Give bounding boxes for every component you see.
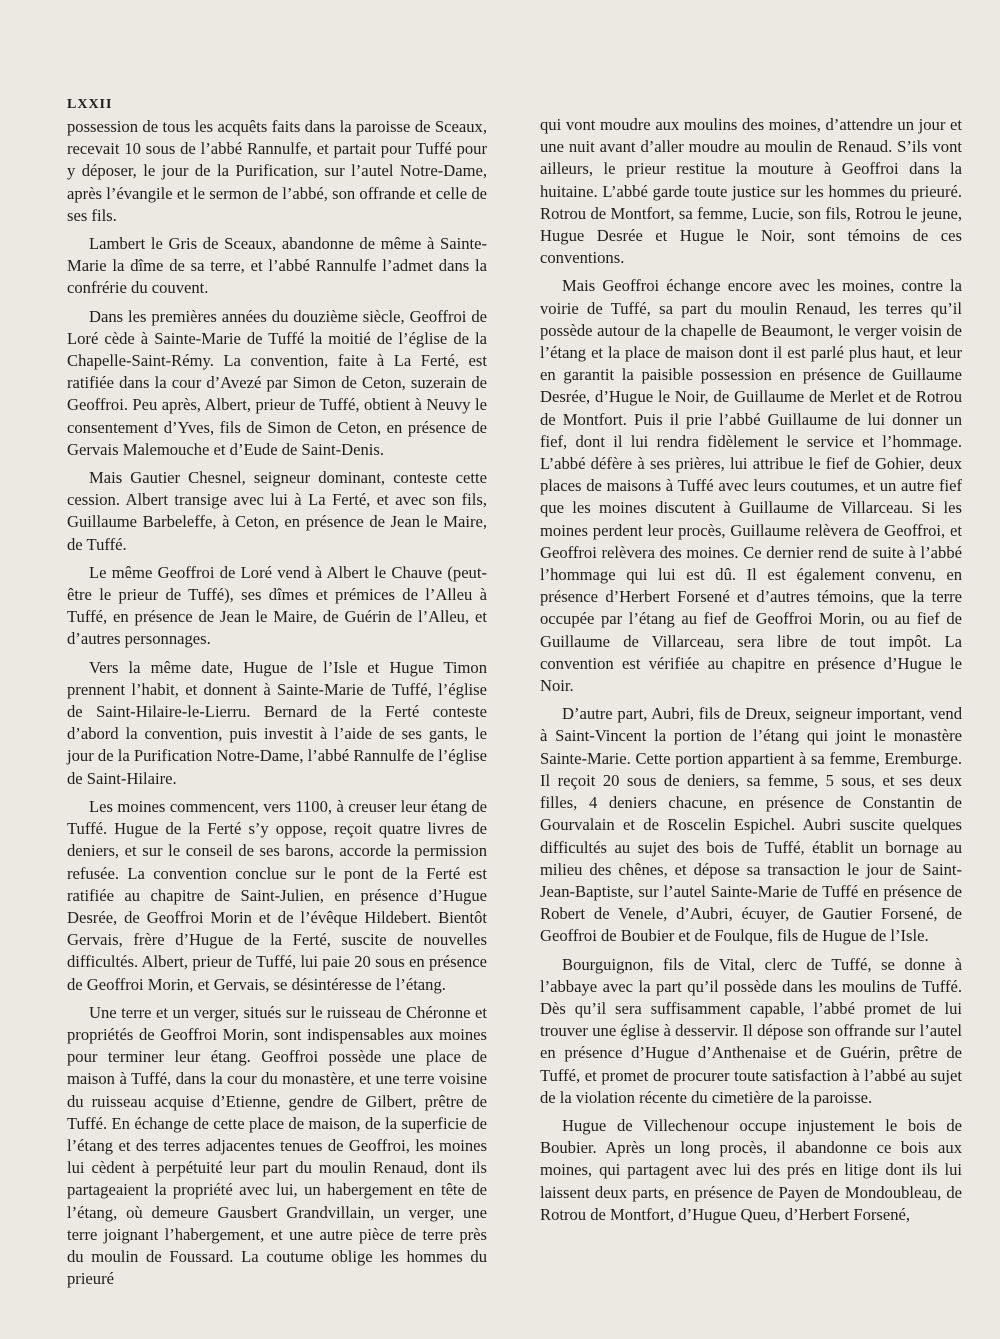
page-folio-number: LXXII bbox=[67, 97, 113, 112]
paragraph: Bourguignon, fils de Vital, clerc de Tuffé, se donne à l’abbaye avec la part qu’il possède dans les moulins de Tuffé. Dès qu’il sera suffisamment capable, l’abbé promet de lui trouver une église à desservir. Il dépose son offrande sur l’autel en présence d’Hugue d’Anthenaise et de Guérin, prêtre de Tuffé, et promet de procurer toute satisfaction à l’abbé au sujet de la violation récente du cimetière de la paroisse. bbox=[540, 954, 962, 1107]
right-text-column bbox=[540, 114, 962, 1232]
left-text-column bbox=[67, 116, 487, 1296]
paragraph: Le même Geoffroi de Loré vend à Albert le Chauve (peut-être le prieur de Tuffé), ses dîmes et prémices de l’Alleu à Tuffé, en présence de Jean le Maire, de Guérin de l’Alleu, et d’autres personnages. bbox=[67, 562, 487, 649]
paragraph: Mais Gautier Chesnel, seigneur dominant, conteste cette cession. Albert transige avec lui à La Ferté, et avec son fils, Guillaume Barbeleffe, à Ceton, en présence de Jean le Maire, de Tuffé. bbox=[67, 468, 487, 554]
paragraph: Mais Geoffroi échange encore avec les moines, contre la voirie de Tuffé, sa part du moulin Renaud, les terres qu’il possède autour de la chapelle de Beaumont, le verger voisin de l’étang et la place de maison dont il est parlé plus haut, et leur en garantit la paisible possession en présence de Guillaume Desrée, d’Hugue le Noir, de Guillaume de Merlet et de Rotrou de Montfort. Puis il prie l’abbé Guillaume de lui donner un fief, dont il lui rendra fidèlement le service et l’hommage. L’abbé défère à ses prières, lui attribue le fief de Gohier, deux places de maisons à Tuffé avec leurs coutumes, et un autre fief que les moines discutent à Guillaume de Villarceau. Si les moines perdent leur procès, Guillaume relèvera de Geoffroi, et Geoffroi relèvera des moines. Ce dernier rend de suite à l’abbé l’hommage qui lui est dû. Il est également convenu, en présence d’Herbert Forsené et d’autres témoins, que la terre occupée par l’étang au fief de Geoffroi Morin, ou au fief de Guillaume de Villarceau, sera libre de tout impôt. La convention est vérifiée au chapitre en présence d’Hugue le Noir. bbox=[540, 276, 962, 696]
paragraph: D’autre part, Aubri, fils de Dreux, seigneur important, vend à Saint-Vincent la portion de l’étang qui joint le monastère Sainte-Marie. Cette portion appartient à sa femme, Eremburge. Il reçoit 20 sous de deniers, sa femme, 5 sous, et ses deux filles, 4 deniers chacune, en présence de Constantin de Gourvalain et de Roscelin Espichel. Aubri suscite quelques difficultés au sujet des bois de Tuffé, établit un bornage au milieu des chênes, et dépose sa transaction le jour de Saint-Jean-Baptiste, sur l’autel Sainte-Marie de Tuffé en présence de Robert de Venele, d’Aubri, écuyer, de Gautier Forsené, de Geoffroi de Boubier et de Foulque, fils de Hugue de l’Isle. bbox=[540, 704, 962, 946]
paragraph: Dans les premières années du douzième siècle, Geoffroi de Loré cède à Sainte-Marie de Tuffé la moitié de l’église de la Chapelle-Saint-Rémy. La convention, faite à La Ferté, est ratifiée dans la cour d’Avezé par Simon de Ceton, suzerain de Geoffroi. Peu après, Albert, prieur de Tuffé, obtient à Neuvy le consentement d’Yves, fils de Simon de Ceton, en présence de Gervais Malemouche et d’Eude de Saint-Denis. bbox=[67, 306, 487, 459]
paragraph: Vers la même date, Hugue de l’Isle et Hugue Timon prennent l’habit, et donnent à Sainte-Marie de Tuffé, l’église de Saint-Hilaire-le-Lierru. Bernard de la Ferté conteste d’abord la convention, puis investit à l’aide de ses gants, le jour de la Purification Notre-Dame, l’abbé Rannulfe de l’église de Saint-Hilaire. bbox=[67, 657, 487, 788]
paragraph: qui vont moudre aux moulins des moines, d’attendre un jour et une nuit avant d’aller moudre au moulin de Renaud. S’ils vont ailleurs, le prieur restitue la mouture à Geoffroi dans la huitaine. L’abbé garde toute justice sur les hommes du prieuré. Rotrou de Montfort, sa femme, Lucie, son fils, Rotrou le jeune, Hugue Desrée et Hugue le Noir, sont témoins de ces conventions. bbox=[540, 115, 962, 268]
paragraph: possession de tous les acquêts faits dans la paroisse de Sceaux, recevait 10 sous de l’abbé Rannulfe, et partait pour Tuffé pour y déposer, le jour de la Purification, sur l’autel Notre-Dame, après l’évangile et le sermon de l’abbé, son offrande et celle de ses fils. bbox=[67, 117, 487, 225]
paragraph: Hugue de Villechenour occupe injustement le bois de Boubier. Après un long procès, il abandonne ce bois aux moines, qui partagent avec lui des prés en litige dont ils lui laissent deux parts, en présence de Payen de Mondoubleau, de Rotrou de Montfort, d’Hugue Queu, d’Herbert Forsené, bbox=[540, 1115, 962, 1224]
paragraph: Lambert le Gris de Sceaux, abandonne de même à Sainte-Marie la dîme de sa terre, et l’abbé Rannulfe l’admet dans la confrérie du couvent. bbox=[67, 234, 487, 298]
paragraph: Une terre et un verger, situés sur le ruisseau de Chéronne et propriétés de Geoffroi Morin, sont indispensables aux moines pour terminer leur étang. Geoffroi possède une place de maison à Tuffé, dans la cour du monastère, et une terre voisine du ruisseau acquise d’Etienne, gendre de Gilbert, prêtre de Tuffé. En échange de cette place de maison, de la superficie de l’étang et des terres adjacentes tenues de Geoffroi, les moines lui cèdent à perpétuité leur part du moulin Renaud, dont ils partageaient la propriété avec lui, un habergement en tête de l’étang, où demeure Gausbert Grandvillain, un verger, une terre joignant l’habergement, et une autre pièce de terre près du moulin de Foussard. La coutume oblige les hommes du prieuré bbox=[67, 1002, 487, 1289]
paragraph: Les moines commencent, vers 1100, à creuser leur étang de Tuffé. Hugue de la Ferté s’y oppose, reçoit quatre livres de deniers, et sur le conseil de ses barons, accorde la permission refusée. La convention conclue sur le pont de la Ferté est ratifiée au chapitre de Saint-Julien, en présence d’Hugue Desrée, de Geoffroi Morin et de l’évêque Hildebert. Bientôt Gervais, frère d’Hugue de la Ferté, suscite de nouvelles difficultés. Albert, prieur de Tuffé, lui paie 20 sous en présence de Geoffroi Morin, et Gervais, se désintéresse de l’étang. bbox=[67, 796, 487, 994]
